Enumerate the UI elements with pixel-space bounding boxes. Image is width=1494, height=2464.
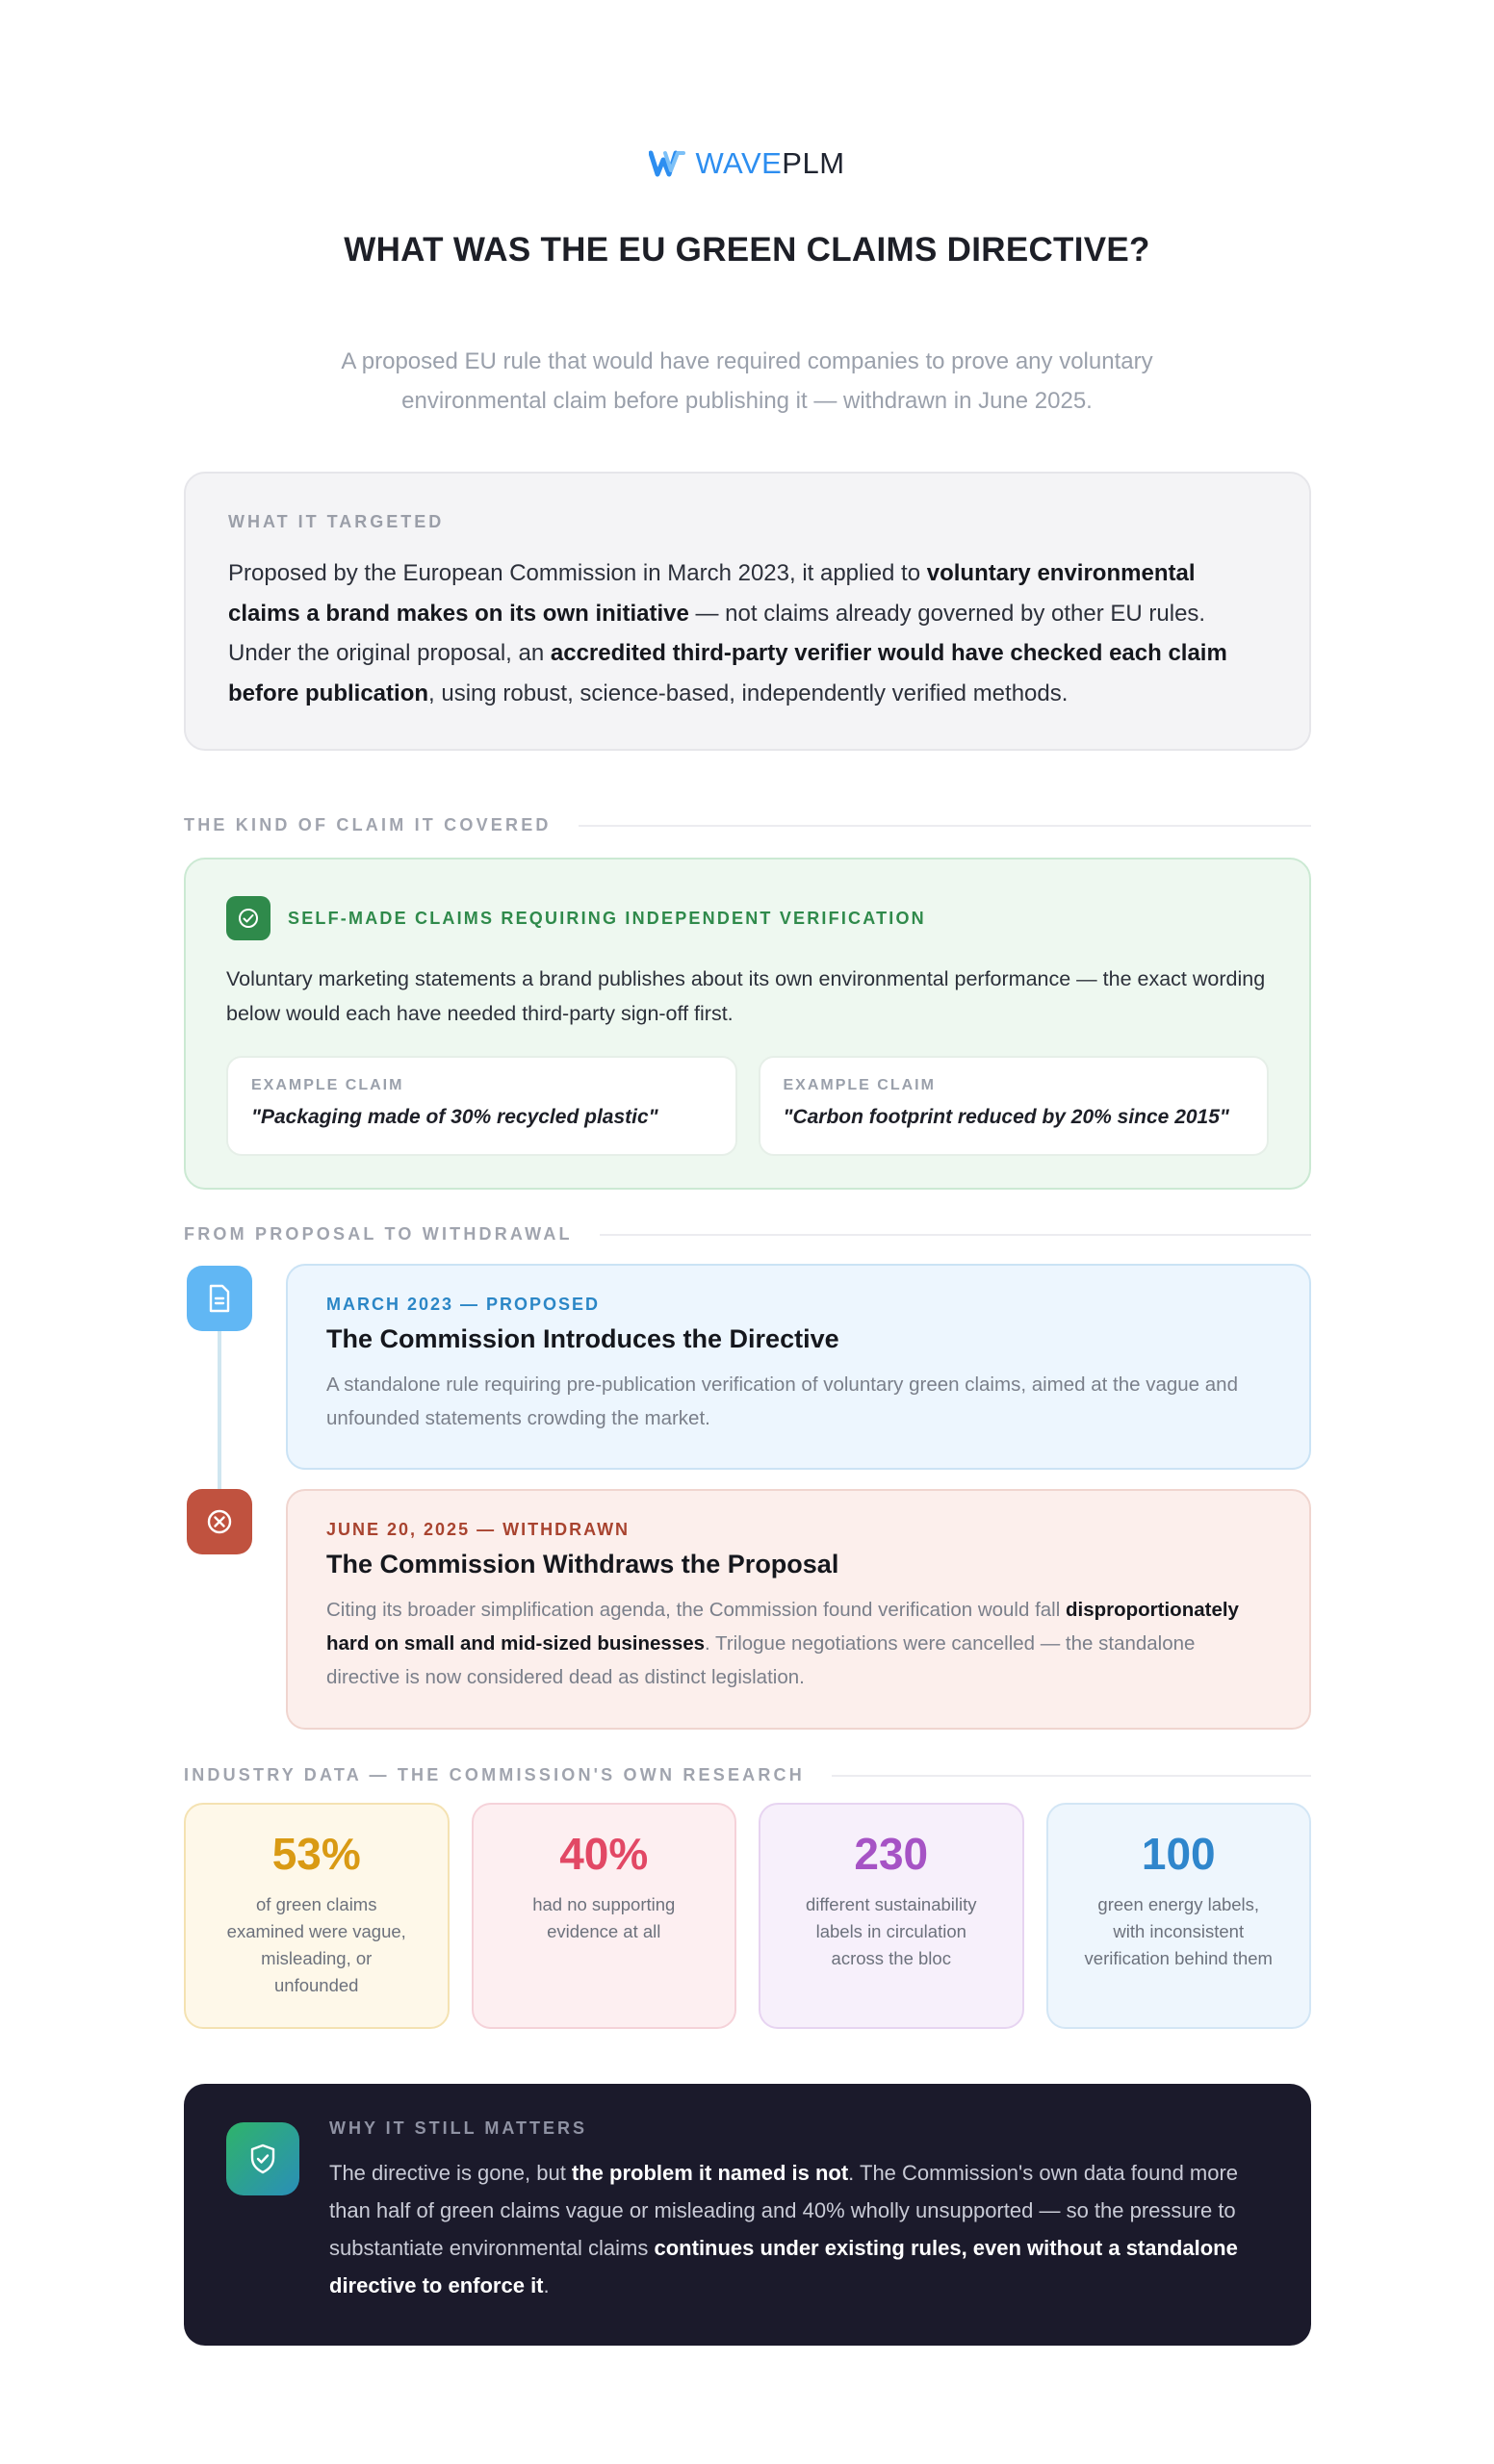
brand-name-wave: WAVE	[695, 146, 783, 180]
timeline-title: The Commission Withdraws the Proposal	[326, 1550, 839, 1578]
timeline-connector	[218, 1330, 221, 1494]
shield-check-icon	[226, 2122, 299, 2195]
why-it-matters-card	[184, 2084, 1311, 2346]
example-quote: "Packaging made of 30% recycled plastic"	[251, 1106, 658, 1128]
stat-card	[472, 1803, 737, 2029]
x-circle-icon	[187, 1489, 252, 1554]
stat-cards	[184, 1803, 1311, 2029]
stat-description: had no supporting evidence at all	[532, 1894, 676, 1941]
timeline-date: MARCH 2023 — PROPOSED	[326, 1295, 601, 1314]
stat-value: 100	[1141, 1829, 1216, 1879]
targeted-text: Proposed by the European Commission in March 2023, it applied to voluntary environmental claims a brand makes on its own initiative — not claims already governed by other EU rules. Under the original proposal, an accredited third-party verifier would have checked each claim before publication, using robust, science-based, independently verified methods.	[228, 560, 1227, 706]
stat-value: 230	[854, 1829, 929, 1879]
stat-card	[1046, 1803, 1312, 2029]
wave-logo-icon	[649, 150, 685, 177]
section-label-kind: THE KIND OF CLAIM IT COVERED	[184, 815, 1311, 835]
check-circle-icon	[226, 896, 270, 940]
divider	[579, 825, 1311, 827]
divider	[600, 1234, 1311, 1236]
stat-value: 40%	[559, 1829, 649, 1879]
example-claim-card	[759, 1056, 1270, 1156]
timeline-title: The Commission Introduces the Directive	[326, 1324, 839, 1353]
page-subtitle: A proposed EU rule that would have required companies to prove any voluntary environmental claim before publishing it — withdrawn in June 2025.	[341, 348, 1153, 414]
stat-description: green energy labels, with inconsistent verification behind them	[1084, 1894, 1273, 1968]
stat-description: of green claims examined were vague, misleading, or unfounded	[226, 1894, 406, 1995]
page-title: WHAT WAS THE EU GREEN CLAIMS DIRECTIVE?	[344, 231, 1150, 269]
document-icon	[187, 1266, 252, 1331]
timeline-text: Citing its broader simplification agenda, the Commission found verification would fall disproportionately hard on small and mid-sized businesses. Trilogue negotiations were cancelled — the standalone directive is now considered dead as distinct legislation.	[326, 1599, 1239, 1688]
section-label-data: INDUSTRY DATA — THE COMMISSION'S OWN RESEARCH	[184, 1765, 1311, 1785]
section-label-timeline: FROM PROPOSAL TO WITHDRAWAL	[184, 1224, 1311, 1245]
divider	[832, 1775, 1311, 1777]
example-label: EXAMPLE CLAIM	[251, 1077, 404, 1093]
timeline-item-withdrawn	[286, 1489, 1311, 1730]
what-it-targeted-card	[184, 472, 1311, 751]
example-label: EXAMPLE CLAIM	[783, 1077, 936, 1093]
example-quote: "Carbon footprint reduced by 20% since 2015"	[783, 1106, 1229, 1128]
claim-title: SELF-MADE CLAIMS REQUIRING INDEPENDENT VERIFICATION	[288, 908, 926, 928]
matters-eyebrow: WHY IT STILL MATTERS	[329, 2118, 587, 2138]
stat-card	[759, 1803, 1024, 2029]
brand-name-plm: PLM	[782, 146, 845, 180]
matters-text: The directive is gone, but the problem it named is not. The Commission's own data found more than half of green claims vague or misleading and 40% wholly unsupported — so the pressure to substantiate environmental claims continues under existing rules, even without a standalone directive to enforce it.	[329, 2161, 1239, 2297]
stat-card	[184, 1803, 450, 2029]
timeline-date: JUNE 20, 2025 — WITHDRAWN	[326, 1520, 631, 1539]
claim-type-card	[184, 858, 1311, 1190]
stat-value: 53%	[271, 1829, 361, 1879]
example-claim-card	[226, 1056, 737, 1156]
brand-logo	[0, 146, 1494, 181]
stat-description: different sustainability labels in circulation across the bloc	[805, 1894, 977, 1968]
timeline-item-proposed	[286, 1264, 1311, 1470]
timeline-text: A standalone rule requiring pre-publication verification of voluntary green claims, aimed at the vague and unfounded statements crowding the market.	[326, 1373, 1238, 1429]
targeted-eyebrow: WHAT IT TARGETED	[228, 512, 445, 531]
claim-description: Voluntary marketing statements a brand publishes about its own environmental performance — the exact wording below would each have needed third-party sign-off first.	[226, 967, 1266, 1025]
example-claims	[226, 1056, 1269, 1156]
